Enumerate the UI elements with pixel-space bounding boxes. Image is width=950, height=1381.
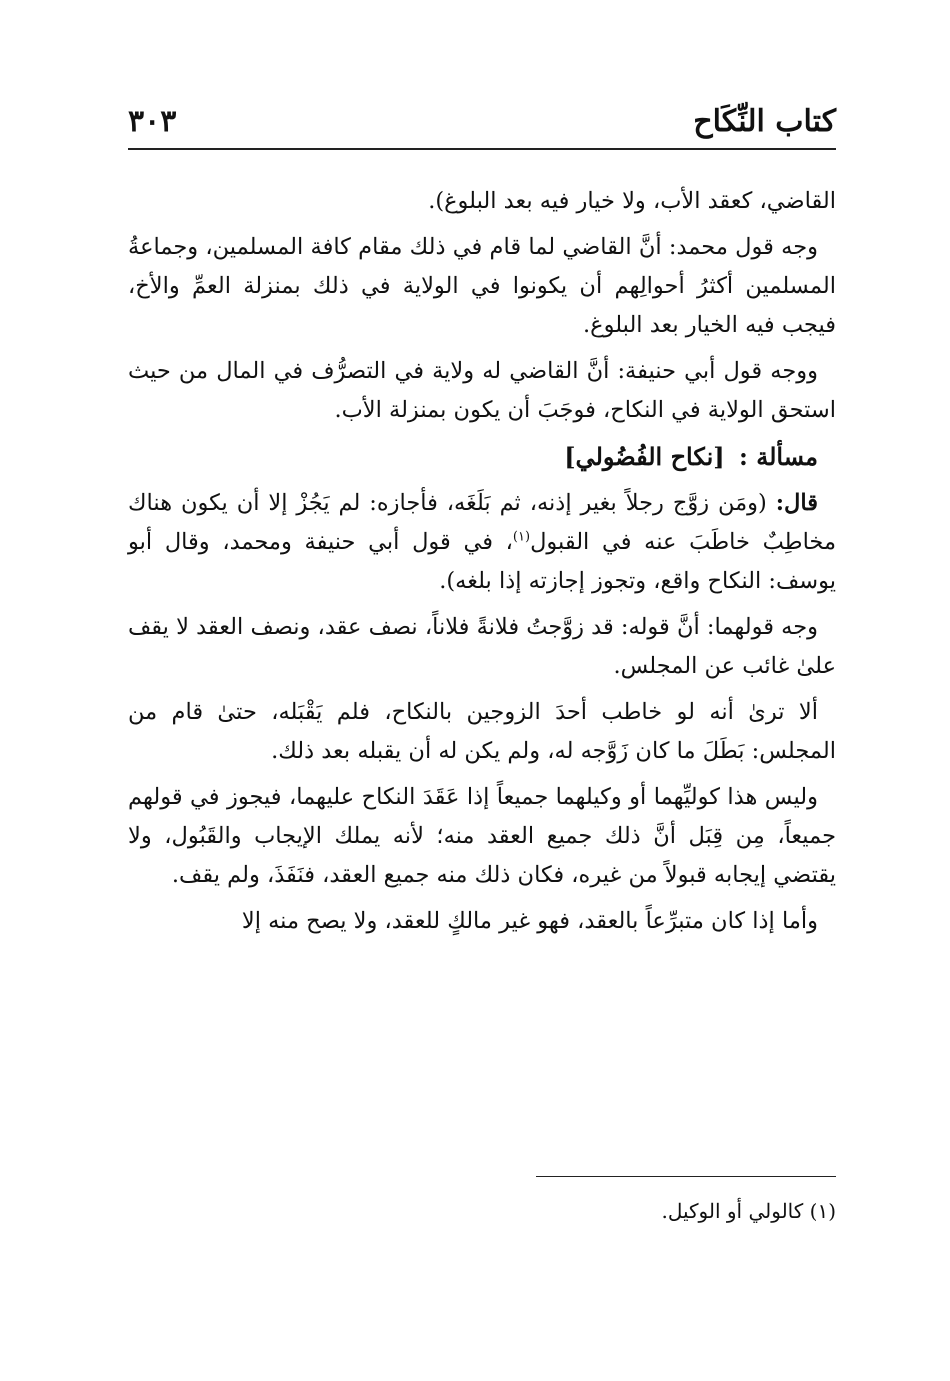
paragraph-3: ووجه قول أبي حنيفة: أنَّ القاضي له ولاية في التصرُّف في المال من حيث استحق الولاية في النكاح، فوجَبَ أن يكون بمنزلة الأب. [128, 358, 836, 423]
paragraph-4-lead: قال: [775, 490, 819, 516]
running-header [128, 96, 836, 150]
book-page [128, 96, 836, 1276]
paragraph-8: وأما إذا كان متبرِّعاً بالعقد، فهو غير مالكٍ للعقد، ولا يصح منه إلا [241, 908, 818, 934]
paragraph-1: القاضي، كعقد الأب، ولا خيار فيه بعد البلوغ). [428, 188, 836, 214]
paragraph-7: وليس هذا كوليِّهما أو وكيلهما جميعاً إذا عَقَدَ النكاح عليهما، فيجوز في قولهم جميعاً، مِن قِبَل أنَّ ذلك جميع العقد منه؛ لأنه يملك الإيجاب والقَبُول، ولا يقتضي إيجابه قبولاً من غيره، فكان ذلك منه جميع العقد، فنَفَذَ، ولم يقف. [128, 784, 836, 888]
paragraph-4-text-b: ، في قول أبي حنيفة ومحمد، وقال أبو يوسف: النكاح واقع، وتجوز إجازته إذا بلغه). [128, 529, 836, 594]
page-body [128, 182, 836, 948]
footnote-reference[interactable]: (١) [512, 529, 531, 545]
footnote: (١) كالولي أو الوكيل. [661, 1199, 836, 1223]
paragraph-4 [128, 484, 836, 601]
paragraph-4-text-a: (ومَن زوَّج رجلاً بغير إذنه، ثم بَلَغَه، فأجازه: لم يَجُزْ إلا أن يكون هناك مخاطِبٌ خاطَبَ عنه في القبول [128, 490, 837, 555]
section-heading-title: [نكاح الفُضُولي] [564, 442, 725, 471]
paragraph-2: وجه قول محمد: أنَّ القاضي لما قام في ذلك مقام كافة المسلمين، وجماعةُ المسلمين أكثرُ أحوالِهم أن يكونوا في الولاية في ذلك بمنزلة العمِّ والأخ، فيجب فيه الخيار بعد البلوغ. [128, 234, 836, 338]
section-heading [128, 437, 836, 477]
section-heading-label: مسألة : [739, 442, 818, 471]
page-number: ٣٠٣ [128, 104, 177, 139]
paragraph-6: ألا ترىٰ أنه لو خاطب أحدَ الزوجين بالنكاح، فلم يَقْبَله، حتىٰ قام من المجلس: بَطَلَ ما كان زَوَّجه له، ولم يكن له أن يقبله بعد ذلك. [128, 699, 836, 764]
footnote-divider [536, 1176, 836, 1177]
paragraph-5: وجه قولهما: أنَّ قوله: قد زوَّجتُ فلانةً فلاناً، نصف عقد، ونصف العقد لا يقف علىٰ غائب عن المجلس. [128, 614, 836, 679]
chapter-title: كتاب النِّكَاح [693, 104, 836, 139]
